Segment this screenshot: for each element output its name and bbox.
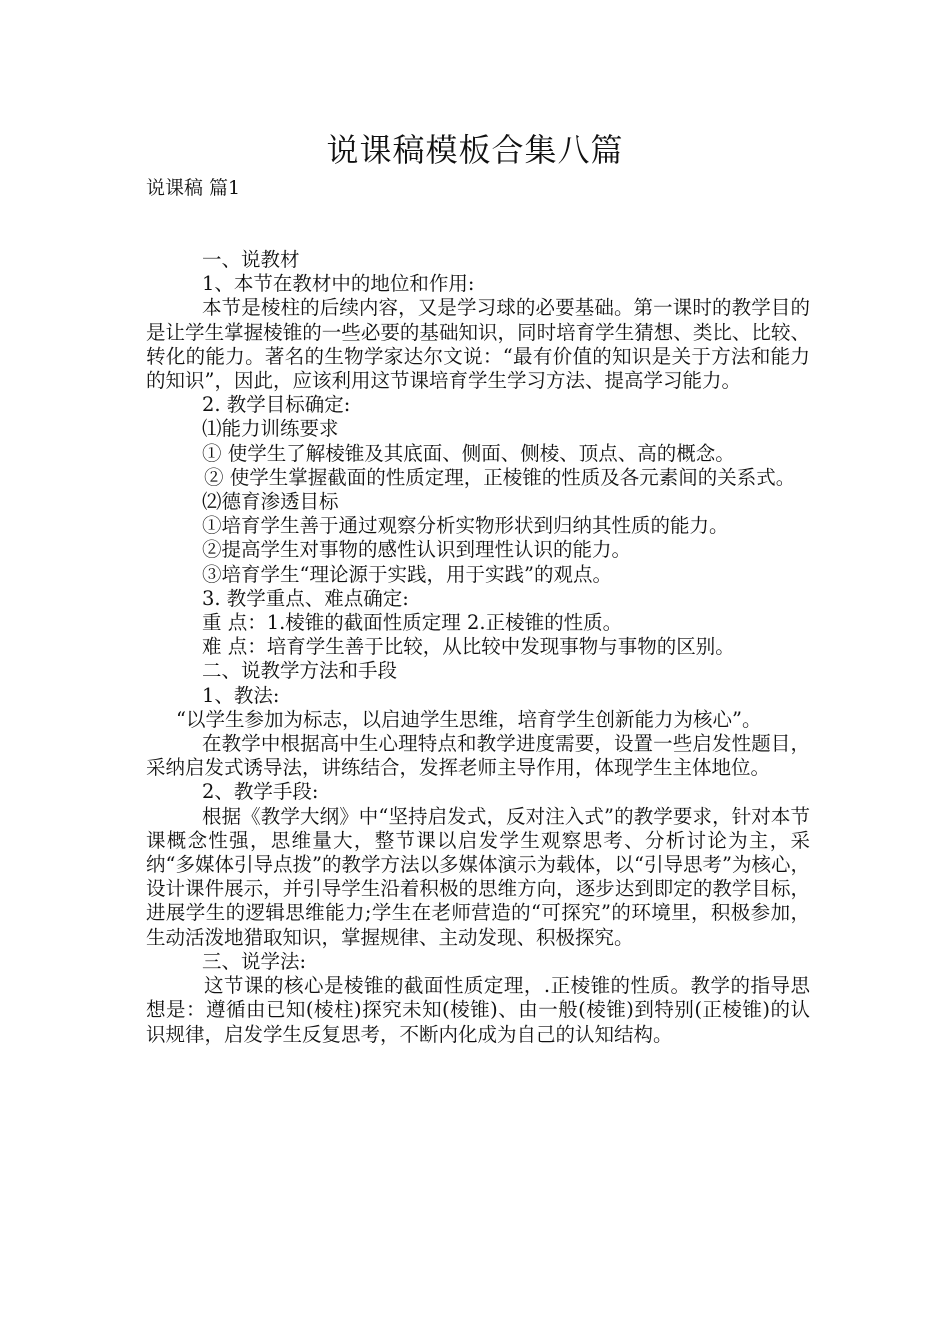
list-heading: ⑴能力训练要求 [202,417,339,441]
list-item: ② 使学生掌握截面的性质定理，正棱锥的性质及各元素间的关系式。 [204,465,796,489]
difficult-points: 难 点：培育学生善于比较，从比较中发现事物与事物的区别。 [202,635,735,659]
subsection-heading: 3. 教学重点、难点确定: [202,586,409,610]
list-item: ③培育学生“理论源于实践，用于实践”的观点。 [202,562,612,586]
section-heading: 二、说教学方法和手段 [202,659,398,683]
list-item: ②提高学生对事物的感性认识到理性认识的能力。 [202,538,632,562]
list-item: ① 使学生了解棱锥及其底面、侧面、侧棱、顶点、高的概念。 [202,441,735,465]
subsection-heading: 1、本节在教材中的地位和作用: [202,272,475,296]
subsection-heading: 2、教学手段: [202,780,319,804]
document-subtitle: 说课稿 篇1 [146,177,241,199]
list-item: ①培育学生善于通过观察分析实物形状到归纳其性质的能力。 [202,514,729,538]
document-body [146,248,810,1047]
key-points: 重 点：1.棱锥的截面性质定理 2.正棱锥的性质。 [202,611,623,635]
section-heading: 一、说教材 [202,248,300,271]
list-heading: ⑵德育渗透目标 [202,490,339,514]
paragraph: “以学生参加为标志，以启迪学生思维，培育学生创新能力为核心”。 [176,707,762,731]
paragraph: 根据《教学大纲》中“坚持启发式，反对注入式”的教学要求，针对本节课概念性强，思维量大，整节课以启发学生观察思考、分析讨论为主，采纳“多媒体引导点拨”的教学方法以多媒体演示为载体，以“引导思考”为核心，设计课件展示，并引导学生沿着积极的思维方向，逐步达到即定的教学目标，进展学生的逻辑思维能力;学生在老师营造的“可探究”的环境里，积极参加，生动活泼地猎取知识，掌握规律、主动发现、积极探究。 [146,804,810,949]
subsection-heading: 2. 教学目标确定: [202,393,351,417]
paragraph: 在教学中根据高中生心理特点和教学进度需要，设置一些启发性题目，采纳启发式诱导法，讲练结合，发挥老师主导作用，体现学生主体地位。 [146,732,810,780]
subsection-heading: 1、教法: [202,683,280,707]
document-title: 说课稿模板合集八篇 [326,131,624,169]
paragraph: 本节是棱柱的后续内容，又是学习球的必要基础。第一课时的教学目的是让学生掌握棱锥的一些必要的基础知识，同时培育学生猜想、类比、比较、转化的能力。著名的生物学家达尔文说：“最有价值的知识是关于方法和能力的知识”，因此，应该利用这节课培育学生学习方法、提高学习能力。 [146,296,810,393]
section-heading: 三、说学法: [202,949,307,973]
paragraph: 这节课的核心是棱锥的截面性质定理，.正棱锥的性质。教学的指导思想是：遵循由已知(棱柱)探究未知(棱锥)、由一般(棱锥)到特别(正棱锥)的认识规律，启发学生反复思考，不断内化成为自己的认知结构。 [146,974,810,1046]
